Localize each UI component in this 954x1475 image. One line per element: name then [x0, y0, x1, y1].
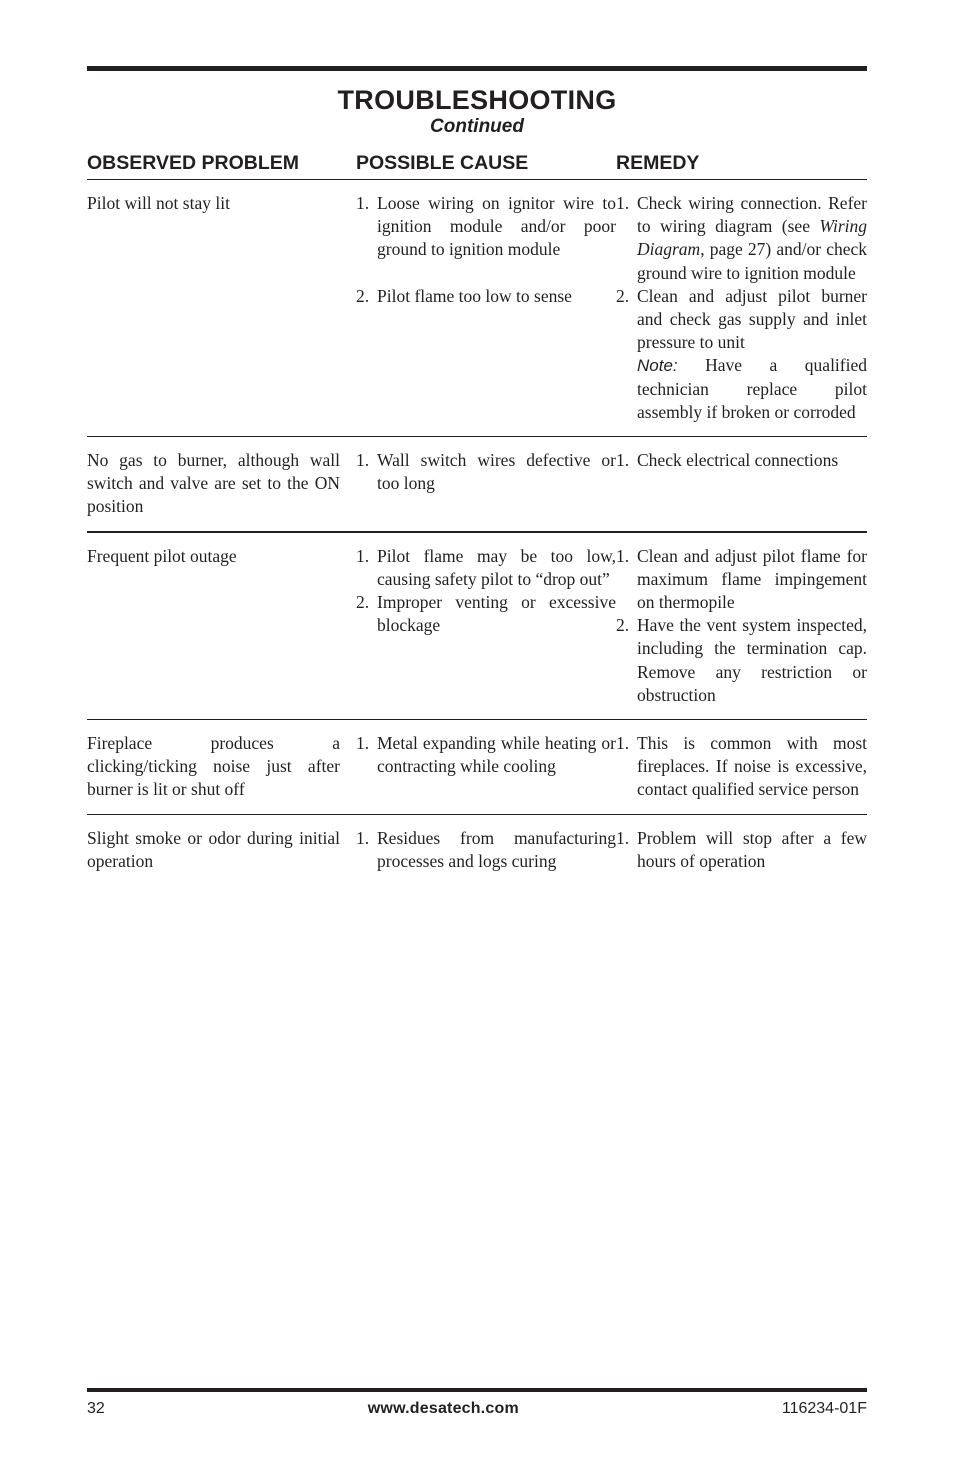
cause-cell — [356, 827, 616, 873]
remedy-item — [616, 827, 867, 873]
item-text: Residues from manufacturing processes and logs curing — [377, 827, 616, 871]
cause-item — [356, 827, 616, 873]
item-number: 1. — [356, 450, 370, 471]
column-header-problem: OBSERVED PROBLEM — [87, 152, 300, 174]
cause-cell — [356, 449, 616, 519]
page-footer — [87, 1388, 867, 1419]
cause-cell — [356, 192, 616, 424]
footer-url[interactable]: www.desatech.com — [367, 1400, 519, 1417]
page-subtitle: Continued — [430, 116, 524, 137]
column-header-cause: POSSIBLE CAUSE — [356, 152, 529, 174]
item-number: 2. — [356, 592, 370, 613]
item-text — [637, 192, 867, 285]
problem-cell: Fireplace produces a clicking/ticking noise just after burner is lit or shut off — [87, 733, 340, 800]
item-number: 1. — [616, 545, 630, 566]
column-header-remedy: REMEDY — [616, 152, 700, 174]
remedy-text-part: , page 27) and/or check ground wire to ignition module — [637, 239, 867, 283]
item-text: Problem will stop after a few hours of operation — [637, 827, 867, 871]
problem-cell: Slight smoke or odor during initial operation — [87, 827, 340, 871]
remedy-item — [616, 614, 867, 707]
table-header — [87, 151, 867, 175]
table-row — [87, 180, 867, 437]
item-text: Have the vent system inspected, including the termination cap. Remove any restriction or obstruction — [637, 615, 867, 705]
problem-cell: Pilot will not stay lit — [87, 193, 230, 213]
cause-item — [356, 545, 616, 591]
table-row — [87, 815, 867, 885]
cause-cell — [356, 545, 616, 707]
remedy-text-part: Clean and adjust pilot burner and check gas supply and inlet pressure to unit — [637, 285, 867, 353]
remedy-cell — [616, 732, 867, 802]
page-content — [87, 66, 867, 885]
problem-cell: Frequent pilot outage — [87, 545, 237, 566]
item-text: This is common with most fireplaces. If noise is excessive, contact qualified service person — [637, 733, 867, 800]
footer-row — [87, 1399, 867, 1419]
problem-cell: No gas to burner, although wall switch and valve are set to the ON position — [87, 450, 340, 517]
doc-number: 116234-01F — [781, 1400, 867, 1417]
cause-item — [356, 449, 616, 495]
page-title: TROUBLESHOOTING — [337, 85, 617, 115]
item-text: Loose wiring on ignitor wire to ignition module and/or poor ground to ignition module — [377, 193, 616, 260]
remedy-item — [616, 192, 867, 285]
item-number: 2. — [616, 285, 630, 306]
remedy-text-italic: Wiring Diagram — [637, 216, 867, 260]
item-number: 2. — [356, 285, 370, 306]
remedy-item — [616, 449, 867, 472]
item-number: 2. — [616, 615, 630, 636]
note-label: Note: — [637, 356, 678, 376]
item-number: 1. — [356, 545, 370, 566]
item-number: 1. — [356, 193, 370, 213]
item-number: 1. — [356, 827, 370, 848]
cause-item — [356, 591, 616, 637]
cause-item — [356, 285, 616, 308]
cause-item — [356, 732, 616, 778]
remedy-item — [616, 732, 867, 802]
table-row — [87, 437, 867, 533]
remedy-cell — [616, 827, 867, 873]
remedy-item — [616, 285, 867, 424]
note-text: Have a qualified technician replace pilot assembly if broken or corroded — [637, 355, 867, 422]
item-text: Check electrical connections — [637, 450, 839, 471]
item-number: 1. — [616, 827, 630, 848]
cause-item — [356, 192, 616, 262]
remedy-text-part: Check wiring connection. Refer to wiring diagram (see — [637, 193, 867, 237]
item-text: Wall switch wires defective or too long — [377, 450, 616, 494]
item-text: Pilot flame may be too low, causing safety pilot to “drop out” — [377, 545, 616, 589]
remedy-cell — [616, 449, 867, 519]
item-text — [637, 285, 867, 424]
remedy-cell — [616, 545, 867, 707]
item-number: 1. — [616, 193, 630, 213]
page-number: 32 — [87, 1400, 105, 1417]
remedy-item — [616, 545, 867, 615]
cause-cell — [356, 732, 616, 802]
top-rule — [87, 66, 867, 71]
table-row — [87, 533, 867, 720]
item-number: 1. — [616, 450, 630, 471]
item-text: Clean and adjust pilot flame for maximum flame impingement on thermopile — [637, 545, 867, 613]
item-number: 1. — [356, 733, 370, 754]
footer-rule — [87, 1388, 867, 1392]
remedy-cell — [616, 192, 867, 424]
item-text: Improper venting or excessive blockage — [377, 592, 616, 636]
item-number: 1. — [616, 733, 630, 754]
table-row — [87, 720, 867, 815]
item-text: Pilot flame too low to sense — [377, 285, 572, 306]
item-text: Metal expanding while heating or contracting while cooling — [377, 733, 616, 777]
